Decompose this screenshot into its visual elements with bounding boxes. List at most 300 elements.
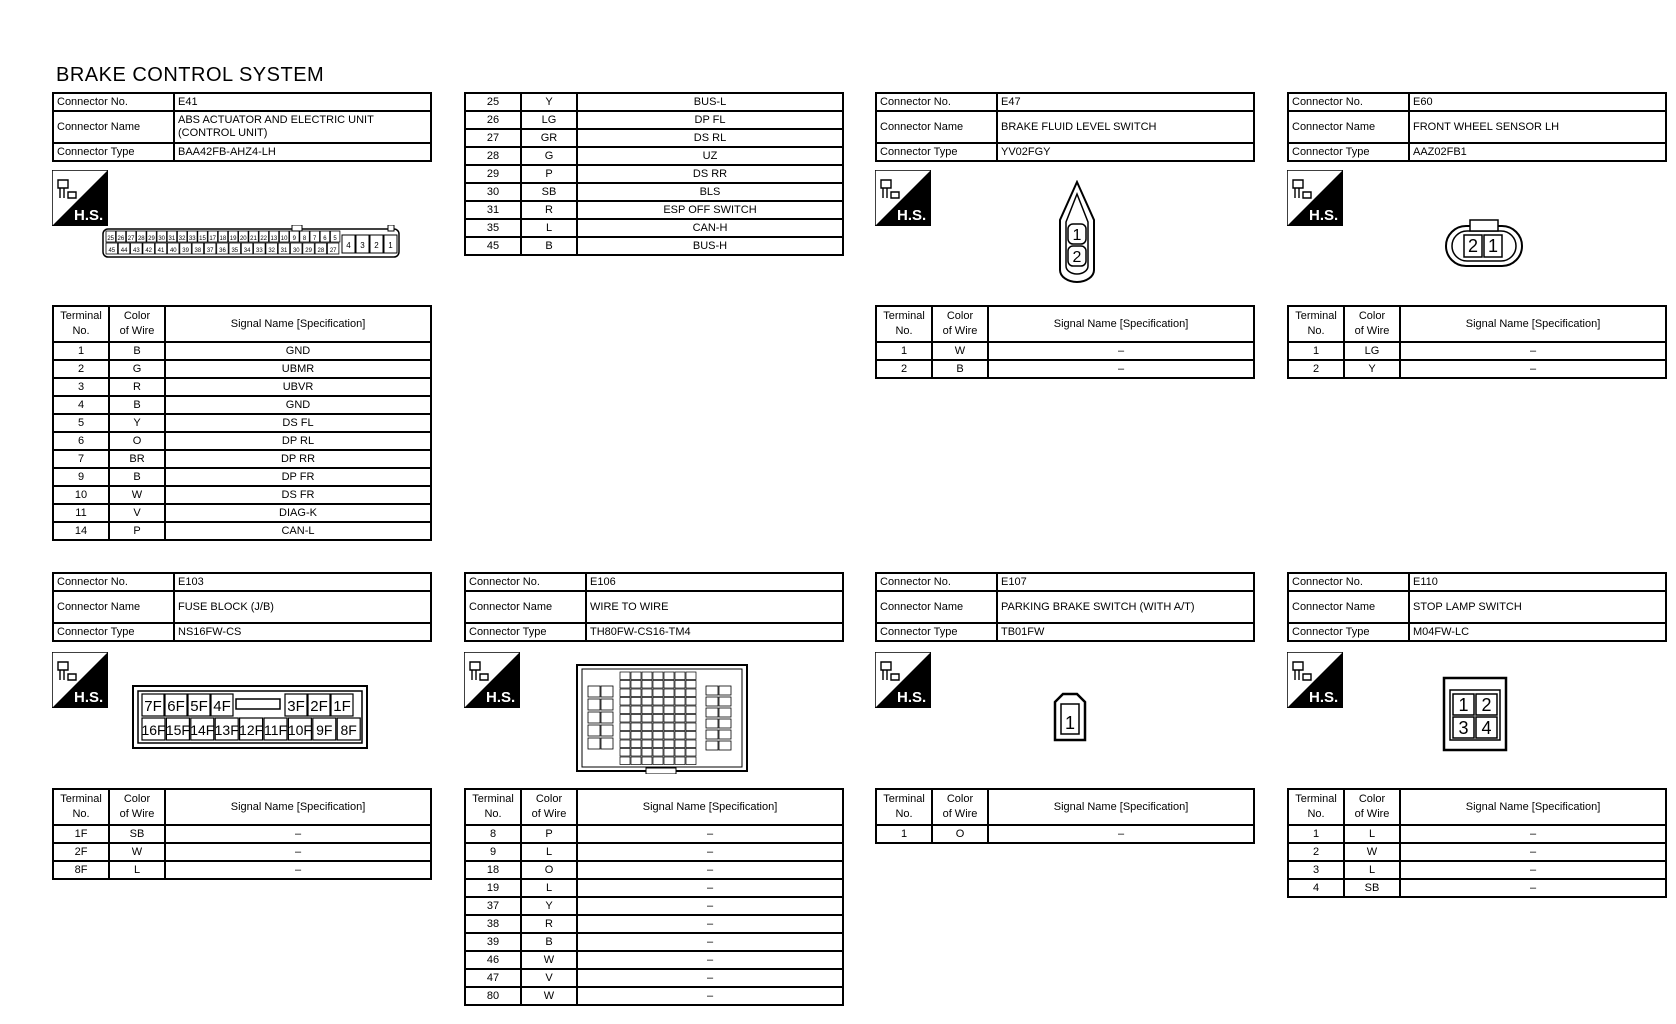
terminal-no: 1	[1288, 825, 1344, 843]
wire-color: P	[521, 165, 577, 183]
wire-color: Y	[1344, 360, 1400, 378]
table-row	[53, 468, 431, 486]
wire-color: L	[1344, 825, 1400, 843]
e107-connector-name: PARKING BRAKE SWITCH (WITH A/T)	[997, 591, 1254, 623]
header-label: Connector No.	[876, 93, 997, 111]
table-row	[53, 360, 431, 378]
pin-label: 39	[182, 248, 189, 254]
table-row	[465, 879, 843, 897]
table-row	[465, 111, 843, 129]
wire-color: O	[932, 825, 988, 843]
pin-label: 3	[1458, 718, 1469, 738]
signal-name-header: Signal Name [Specification]	[165, 789, 431, 825]
harness-side-icon	[52, 170, 108, 226]
e107-connector-type: TB01FW	[997, 623, 1254, 641]
pin-label: 13F	[214, 722, 239, 738]
header-label: Connector Name	[1288, 111, 1409, 143]
svg-text:H.S.: H.S.	[897, 207, 927, 224]
e110-connector-name: STOP LAMP SWITCH	[1409, 591, 1666, 623]
svg-text:H.S.: H.S.	[897, 689, 927, 706]
pin-label: 33	[188, 236, 196, 242]
signal-name: –	[577, 861, 843, 879]
wire-color: V	[521, 969, 577, 987]
e110-terminal-table	[1287, 788, 1667, 898]
wire-color: W	[521, 987, 577, 1005]
signal-name-header: Signal Name [Specification]	[1400, 789, 1666, 825]
wire-color: B	[932, 360, 988, 378]
e60-connector-header	[1287, 92, 1667, 162]
pin-label: 35	[231, 248, 239, 254]
table-row	[1288, 342, 1666, 360]
color-of-wire-header: Color of Wire	[521, 789, 577, 825]
pin-label: 33	[256, 248, 263, 254]
pin-label: 27	[329, 248, 337, 254]
svg-text:H.S.: H.S.	[486, 689, 516, 706]
e103-connector-no: E103	[174, 573, 431, 591]
terminal-no: 4	[53, 396, 109, 414]
table-row	[1288, 879, 1666, 897]
color-of-wire-header: Color of Wire	[932, 789, 988, 825]
e106-connector-face	[576, 664, 748, 774]
e47-terminal-table	[875, 305, 1255, 379]
pin-label: 15	[199, 236, 206, 242]
pin-label: 32	[268, 248, 276, 254]
pin-label: 4	[346, 241, 351, 250]
pin-label: 15F	[165, 722, 190, 738]
header-label: Connector Name	[53, 591, 174, 623]
terminal-no: 25	[465, 93, 521, 111]
terminal-no: 2F	[53, 843, 109, 861]
signal-name: CAN-H	[577, 219, 843, 237]
terminal-no: 10	[53, 486, 109, 504]
e103-connector-type: NS16FW-CS	[174, 623, 431, 641]
signal-name: –	[1400, 360, 1666, 378]
signal-name: –	[165, 843, 431, 861]
signal-name: ESP OFF SWITCH	[577, 201, 843, 219]
pin-label: 41	[157, 248, 165, 254]
pin-label: 1	[1458, 695, 1469, 715]
wire-color: W	[932, 342, 988, 360]
wire-color: LG	[1344, 342, 1400, 360]
terminal-no: 19	[465, 879, 521, 897]
pin-label: 19	[229, 236, 237, 242]
signal-name-header: Signal Name [Specification]	[165, 306, 431, 342]
table-row	[465, 825, 843, 843]
wire-color: SB	[109, 825, 165, 843]
wire-color: W	[109, 843, 165, 861]
pin-label: 21	[250, 236, 257, 242]
pin-label: 28	[317, 248, 325, 254]
terminal-no: 38	[465, 915, 521, 933]
pin-label: 5F	[190, 698, 208, 715]
wire-color: R	[521, 915, 577, 933]
table-row	[465, 183, 843, 201]
e106-connector-type: TH80FW-CS16-TM4	[586, 623, 843, 641]
pin-label: 29	[305, 248, 312, 254]
signal-name: CAN-L	[165, 522, 431, 540]
table-row	[53, 450, 431, 468]
table-row	[465, 861, 843, 879]
pin-label: 17	[209, 236, 217, 242]
color-of-wire-header: Color of Wire	[109, 789, 165, 825]
table-row	[1288, 861, 1666, 879]
wire-color: G	[521, 147, 577, 165]
table-row	[465, 93, 843, 111]
pin-label: 25	[107, 236, 115, 242]
pin-label: 22	[260, 236, 268, 242]
terminal-no: 28	[465, 147, 521, 165]
table-row	[465, 219, 843, 237]
svg-text:H.S.: H.S.	[1309, 689, 1339, 706]
wire-color: R	[109, 378, 165, 396]
pin-label: 32	[178, 236, 186, 242]
e41-connector-no: E41	[174, 93, 431, 111]
table-row	[1288, 360, 1666, 378]
pin-label: 16F	[141, 722, 166, 738]
header-label: Connector Name	[1288, 591, 1409, 623]
terminal-no: 6	[53, 432, 109, 450]
header-label: Connector Name	[876, 111, 997, 143]
wire-color: L	[109, 861, 165, 879]
pin-label: 42	[145, 248, 153, 254]
wire-color: B	[521, 933, 577, 951]
pin-label: 1	[1064, 713, 1076, 733]
wire-color: B	[109, 468, 165, 486]
table-row	[53, 504, 431, 522]
pin-label: 4	[1481, 718, 1492, 738]
terminal-no: 1	[876, 825, 932, 843]
color-of-wire-header: Color of Wire	[1344, 789, 1400, 825]
e107-connector-no: E107	[997, 573, 1254, 591]
table-row	[1288, 825, 1666, 843]
pin-label: 1	[1487, 236, 1499, 256]
table-row	[465, 165, 843, 183]
signal-name-header: Signal Name [Specification]	[1400, 306, 1666, 342]
signal-name: –	[577, 879, 843, 897]
signal-name: DP FR	[165, 468, 431, 486]
header-label: Connector No.	[53, 573, 174, 591]
header-label: Connector No.	[465, 573, 586, 591]
pin-label: 31	[168, 236, 176, 242]
table-row	[53, 414, 431, 432]
wire-color: O	[109, 432, 165, 450]
header-label: Connector Name	[53, 111, 174, 143]
header-label: Connector Name	[465, 591, 586, 623]
pin-label: 40	[169, 248, 177, 254]
e60-terminal-table	[1287, 305, 1667, 379]
signal-name: –	[577, 951, 843, 969]
e47-connector-name: BRAKE FLUID LEVEL SWITCH	[997, 111, 1254, 143]
signal-name: UBMR	[165, 360, 431, 378]
signal-name: BUS-H	[577, 237, 843, 255]
terminal-no: 2	[1288, 360, 1344, 378]
pin-label: 6	[323, 236, 327, 242]
table-row	[465, 933, 843, 951]
table-row	[876, 342, 1254, 360]
e47-connector-type: YV02FGY	[997, 143, 1254, 161]
pin-label: 7F	[144, 698, 162, 715]
pin-label: 3F	[287, 698, 305, 715]
signal-name-header: Signal Name [Specification]	[577, 789, 843, 825]
pin-label: 14F	[190, 722, 215, 738]
table-row	[876, 360, 1254, 378]
terminal-no: 1	[53, 342, 109, 360]
terminal-no: 2	[876, 360, 932, 378]
signal-name: DIAG-K	[165, 504, 431, 522]
pin-label: 20	[239, 236, 247, 242]
e106-terminal-table	[464, 788, 844, 1006]
terminal-no: 9	[53, 468, 109, 486]
table-row	[53, 825, 431, 843]
harness-side-icon	[464, 652, 520, 708]
e103-connector-header	[52, 572, 432, 642]
e47-connector-header	[875, 92, 1255, 162]
e110-connector-header	[1287, 572, 1667, 642]
terminal-no: 9	[465, 843, 521, 861]
pin-label: 12F	[239, 722, 264, 738]
terminal-no-header: Terminal No.	[465, 789, 521, 825]
table-row	[53, 432, 431, 450]
signal-name-header: Signal Name [Specification]	[988, 789, 1254, 825]
wire-color: L	[1344, 861, 1400, 879]
terminal-no-header: Terminal No.	[876, 306, 932, 342]
pin-label: 18	[219, 236, 227, 242]
terminal-no: 2	[1288, 843, 1344, 861]
pin-label: 30	[292, 248, 300, 254]
table-row	[465, 969, 843, 987]
terminal-no: 30	[465, 183, 521, 201]
table-row	[53, 378, 431, 396]
wire-color: Y	[521, 93, 577, 111]
signal-name: –	[1400, 825, 1666, 843]
harness-side-icon	[875, 652, 931, 708]
signal-name: –	[577, 843, 843, 861]
signal-name: –	[988, 825, 1254, 843]
table-row	[53, 342, 431, 360]
signal-name: –	[1400, 843, 1666, 861]
wire-color: BR	[109, 450, 165, 468]
terminal-no: 8F	[53, 861, 109, 879]
signal-name: DS FR	[165, 486, 431, 504]
e110-connector-type: M04FW-LC	[1409, 623, 1666, 641]
e47-connector-no: E47	[997, 93, 1254, 111]
e106-connector-no: E106	[586, 573, 843, 591]
terminal-no: 4	[1288, 879, 1344, 897]
header-label: Connector Type	[876, 143, 997, 161]
terminal-no: 31	[465, 201, 521, 219]
terminal-no: 1F	[53, 825, 109, 843]
e103-terminal-table	[52, 788, 432, 880]
header-label: Connector Type	[1288, 623, 1409, 641]
e41-connector-name: ABS ACTUATOR AND ELECTRIC UNIT (CONTROL UNIT)	[174, 111, 431, 143]
wire-color: O	[521, 861, 577, 879]
color-of-wire-header: Color of Wire	[109, 306, 165, 342]
signal-name: DP RL	[165, 432, 431, 450]
terminal-no: 5	[53, 414, 109, 432]
pin-label: 30	[158, 236, 166, 242]
pin-label: 1	[388, 241, 393, 250]
terminal-no: 3	[1288, 861, 1344, 879]
header-label: Connector Type	[53, 623, 174, 641]
pin-label: 13	[270, 236, 278, 242]
table-row	[465, 897, 843, 915]
table-row	[465, 129, 843, 147]
terminal-no: 18	[465, 861, 521, 879]
pin-label: 2	[1072, 249, 1082, 266]
header-label: Connector Type	[465, 623, 586, 641]
e41-connector-type: BAA42FB-AHZ4-LH	[174, 143, 431, 161]
signal-name: DS RL	[577, 129, 843, 147]
terminal-no: 80	[465, 987, 521, 1005]
header-label: Connector Type	[1288, 143, 1409, 161]
pin-label: 2	[1481, 695, 1492, 715]
pin-label: 28	[137, 236, 145, 242]
wire-color: LG	[521, 111, 577, 129]
terminal-no-header: Terminal No.	[876, 789, 932, 825]
pin-label: 43	[133, 248, 140, 254]
terminal-no: 37	[465, 897, 521, 915]
table-row	[465, 843, 843, 861]
terminal-no: 1	[1288, 342, 1344, 360]
wire-color: P	[521, 825, 577, 843]
pin-label: 10	[280, 236, 288, 242]
signal-name: GND	[165, 396, 431, 414]
table-row	[465, 201, 843, 219]
e41-connector-face	[102, 225, 402, 261]
signal-name: UBVR	[165, 378, 431, 396]
e107-terminal-table	[875, 788, 1255, 844]
pin-label: 11F	[263, 722, 288, 738]
pin-label: 7	[313, 236, 317, 242]
wire-color: B	[521, 237, 577, 255]
signal-name: –	[577, 933, 843, 951]
e60-connector-no: E60	[1409, 93, 1666, 111]
pin-label: 1	[1072, 227, 1082, 244]
signal-name-header: Signal Name [Specification]	[988, 306, 1254, 342]
e110-connector-no: E110	[1409, 573, 1666, 591]
header-label: Connector Name	[876, 591, 997, 623]
wire-color: R	[521, 201, 577, 219]
e103-connector-name: FUSE BLOCK (J/B)	[174, 591, 431, 623]
color-of-wire-header: Color of Wire	[932, 306, 988, 342]
table-row	[53, 522, 431, 540]
e107-connector-face	[1049, 690, 1091, 742]
e103-connector-face	[132, 685, 368, 749]
table-row	[1288, 843, 1666, 861]
e60-connector-type: AAZ02FB1	[1409, 143, 1666, 161]
terminal-no-header: Terminal No.	[53, 306, 109, 342]
wire-color: P	[109, 522, 165, 540]
header-label: Connector No.	[876, 573, 997, 591]
terminal-no: 27	[465, 129, 521, 147]
pin-label: 8F	[340, 722, 357, 738]
pin-label: 37	[206, 248, 214, 254]
table-row	[876, 825, 1254, 843]
terminal-no: 8	[465, 825, 521, 843]
terminal-no: 45	[465, 237, 521, 255]
table-row	[53, 843, 431, 861]
table-row	[465, 237, 843, 255]
pin-label: 2	[1467, 236, 1479, 256]
signal-name: DS RR	[577, 165, 843, 183]
signal-name: –	[577, 969, 843, 987]
pin-label: 45	[108, 248, 116, 254]
pin-label: 31	[280, 248, 288, 254]
pin-label: 8	[302, 236, 307, 242]
harness-side-icon	[1287, 170, 1343, 226]
signal-name: –	[988, 342, 1254, 360]
header-label: Connector No.	[1288, 93, 1409, 111]
wire-color: GR	[521, 129, 577, 147]
pin-label: 9F	[316, 722, 333, 738]
wire-color: Y	[521, 897, 577, 915]
e60-connector-name: FRONT WHEEL SENSOR LH	[1409, 111, 1666, 143]
signal-name: –	[165, 861, 431, 879]
signal-name: UZ	[577, 147, 843, 165]
e60-connector-face	[1444, 218, 1524, 270]
e107-connector-header	[875, 572, 1255, 642]
wire-color: SB	[521, 183, 577, 201]
signal-name: DP RR	[165, 450, 431, 468]
terminal-no: 26	[465, 111, 521, 129]
wire-color: B	[109, 396, 165, 414]
table-row	[53, 861, 431, 879]
page-title: BRAKE CONTROL SYSTEM	[56, 64, 325, 86]
e110-connector-face	[1442, 676, 1508, 752]
signal-name: DP FL	[577, 111, 843, 129]
signal-name: –	[165, 825, 431, 843]
wire-color: L	[521, 843, 577, 861]
terminal-no: 7	[53, 450, 109, 468]
wire-color: Y	[109, 414, 165, 432]
wire-color: V	[109, 504, 165, 522]
signal-name: BLS	[577, 183, 843, 201]
e106-connector-header	[464, 572, 844, 642]
pin-label: 3	[360, 241, 365, 250]
header-label: Connector No.	[1288, 573, 1409, 591]
wire-color: L	[521, 879, 577, 897]
terminal-no-header: Terminal No.	[53, 789, 109, 825]
e41-terminal-table	[464, 92, 844, 256]
table-row	[53, 396, 431, 414]
harness-side-icon	[1287, 652, 1343, 708]
pin-label: 1F	[333, 698, 351, 715]
pin-label: 34	[243, 248, 251, 254]
signal-name: –	[988, 360, 1254, 378]
table-row	[465, 951, 843, 969]
svg-text:H.S.: H.S.	[74, 689, 104, 706]
signal-name: –	[577, 897, 843, 915]
color-of-wire-header: Color of Wire	[1344, 306, 1400, 342]
signal-name: –	[1400, 879, 1666, 897]
signal-name: –	[577, 915, 843, 933]
pin-label: 2	[374, 241, 379, 250]
table-row	[465, 987, 843, 1005]
svg-text:H.S.: H.S.	[74, 207, 104, 224]
wire-color: G	[109, 360, 165, 378]
terminal-no: 39	[465, 933, 521, 951]
pin-label: 44	[120, 248, 128, 254]
e106-connector-name: WIRE TO WIRE	[586, 591, 843, 623]
terminal-no-header: Terminal No.	[1288, 306, 1344, 342]
e47-connector-face	[1054, 180, 1100, 284]
wire-color: SB	[1344, 879, 1400, 897]
signal-name: –	[577, 987, 843, 1005]
terminal-no: 3	[53, 378, 109, 396]
terminal-no: 1	[876, 342, 932, 360]
pin-label: 6F	[167, 698, 185, 715]
e41-connector-header	[52, 92, 432, 162]
